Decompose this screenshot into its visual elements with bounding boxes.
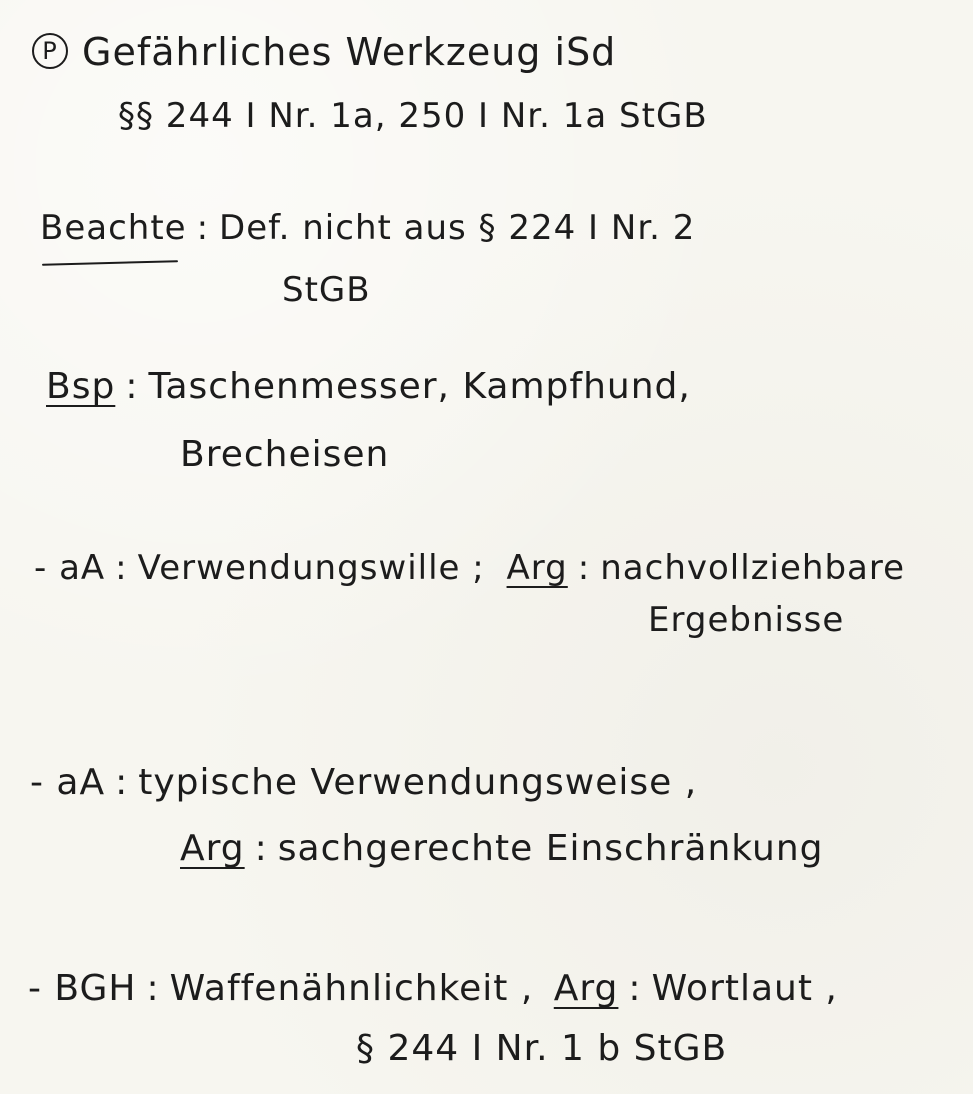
opinion-aa-2-text: typische Verwendungsweise , (138, 762, 698, 803)
opinion-aa-1-arg-text: nachvollziehbare (600, 548, 906, 588)
opinion-bgh-line: - BGH : Waffenähnlichkeit , Arg : Wortlaut , (28, 968, 838, 1009)
opinion-aa-1-arg-text-continued: Ergebnisse (648, 600, 845, 640)
opinion-aa-1-arg-label: Arg (506, 548, 568, 588)
opinion-aa-2-arg-line: Arg : sachgerechte Einschränkung (180, 828, 824, 869)
heading-line (32, 30, 616, 74)
opinion-aa-1-label: - aA (34, 548, 106, 588)
opinion-aa-2-arg-label: Arg (180, 828, 245, 869)
opinion-aa-2-line: - aA : typische Verwendungsweise , (30, 762, 698, 803)
opinion-bgh-arg-text: Wortlaut , (651, 968, 838, 1009)
beachte-underline (42, 260, 178, 266)
bsp-label: Bsp (46, 366, 116, 407)
opinion-bgh-text: Waffenähnlichkeit , (169, 968, 534, 1009)
beachte-label: Beachte (40, 208, 187, 248)
opinion-aa-2-label: - aA (30, 762, 106, 803)
opinion-aa-1-text: Verwendungswille ; (137, 548, 485, 588)
beachte-line: Beachte : Def. nicht aus § 224 I Nr. 2 (40, 208, 696, 248)
bsp-text-continued: Brecheisen (180, 434, 390, 475)
heading-reference: §§ 244 I Nr. 1a, 250 I Nr. 1a StGB (118, 96, 708, 136)
beachte-text: Def. nicht aus § 224 I Nr. 2 (219, 208, 696, 248)
bsp-text: Taschenmesser, Kampfhund, (148, 366, 691, 407)
circled-p-marker: P (32, 33, 68, 69)
opinion-bgh-arg-label: Arg (553, 968, 619, 1009)
beachte-text-continued: StGB (282, 270, 371, 310)
bsp-line: Bsp : Taschenmesser, Kampfhund, (46, 366, 691, 407)
opinion-aa-1-line: - aA : Verwendungswille ; Arg : nachvollziehbare (34, 548, 906, 588)
heading-title: Gefährliches Werkzeug iSd (82, 30, 617, 74)
opinion-aa-2-arg-text: sachgerechte Einschränkung (277, 828, 824, 869)
opinion-bgh-label: - BGH (28, 968, 137, 1009)
opinion-bgh-arg-text-continued: § 244 I Nr. 1 b StGB (356, 1028, 728, 1069)
